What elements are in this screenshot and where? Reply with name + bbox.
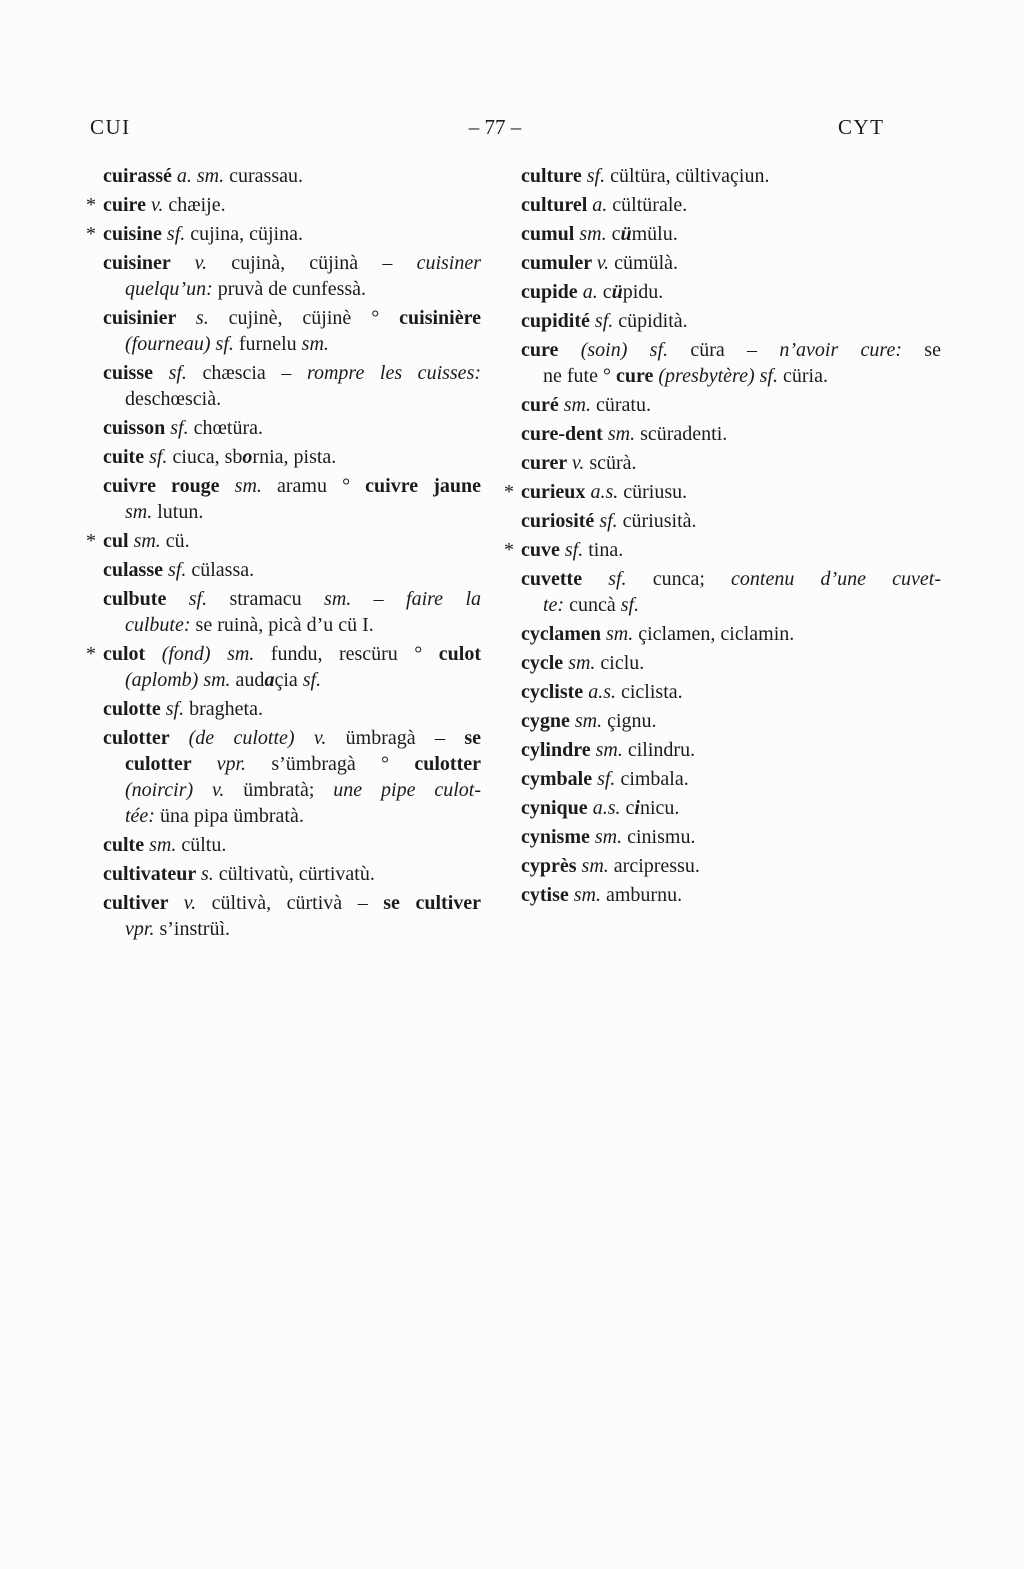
text-run: sm. xyxy=(149,834,177,856)
dictionary-entry xyxy=(103,305,481,357)
text-run: cültu. xyxy=(176,834,227,856)
text-run: sf. xyxy=(594,310,614,332)
text-run: sf. xyxy=(170,417,189,439)
text-run: cymbale xyxy=(521,768,598,790)
dictionary-entry xyxy=(521,737,941,763)
text-run: cultivateur xyxy=(103,863,201,885)
entry-line xyxy=(103,916,481,942)
guideword-right: CYT xyxy=(838,115,885,139)
text-run: cyclamen xyxy=(521,623,606,645)
text-run: a.s. xyxy=(592,797,621,819)
entry-line xyxy=(103,557,481,583)
entry-line xyxy=(103,832,481,858)
text-run: curieux xyxy=(521,481,591,503)
text-run: çignu. xyxy=(602,710,657,732)
text-run: sm. xyxy=(324,588,352,610)
dictionary-entry xyxy=(521,853,941,879)
text-run: sm. xyxy=(605,623,634,645)
dictionary-entry xyxy=(521,621,941,647)
text-run: cujina, cüjina. xyxy=(185,223,303,245)
text-run: culot xyxy=(103,643,162,665)
text-run: (fourneau) sf. xyxy=(125,333,234,355)
text-run: sm. xyxy=(301,333,329,355)
entry-line xyxy=(103,305,481,331)
text-run: sm. xyxy=(568,652,596,674)
text-run: cultiver xyxy=(103,892,184,914)
text-run: cynique xyxy=(521,797,593,819)
entry-line xyxy=(86,221,481,247)
text-run: sm. xyxy=(573,884,601,906)
text-run: cytise xyxy=(521,884,574,906)
text-run: sm. xyxy=(594,826,623,848)
dictionary-entry xyxy=(521,824,941,850)
entry-line xyxy=(103,612,481,638)
star-marker: * xyxy=(86,530,96,552)
text-run: lutun. xyxy=(152,501,204,523)
star-marker: * xyxy=(504,539,514,561)
text-run: sf. xyxy=(586,165,606,187)
text-run: culotter xyxy=(103,727,189,749)
dictionary-entry xyxy=(521,795,941,821)
dictionary-entry xyxy=(521,508,941,534)
text-run: cültüra, cültivaçiun. xyxy=(605,165,770,187)
text-run: (fond) sm. xyxy=(161,643,255,665)
entry-line xyxy=(521,421,941,447)
dictionary-entry xyxy=(521,392,941,418)
text-run: cumul xyxy=(521,223,580,245)
text-run: une pipe culot- xyxy=(333,779,482,801)
text-run: vpr. xyxy=(216,753,247,775)
star-marker: * xyxy=(86,643,96,665)
dictionary-entry xyxy=(103,360,481,412)
text-run: a.s. xyxy=(590,481,619,503)
text-run: culte xyxy=(103,834,150,856)
text-run: cuve xyxy=(521,539,565,561)
text-run: cuvette xyxy=(521,568,609,590)
text-run: scürà. xyxy=(584,452,637,474)
text-run: sf. xyxy=(302,669,322,691)
text-run: curer xyxy=(521,452,572,474)
entry-line xyxy=(86,528,481,554)
dictionary-entry xyxy=(521,221,941,247)
text-run: cycle xyxy=(521,652,569,674)
text-run: i xyxy=(634,797,640,819)
entry-line xyxy=(103,415,481,441)
text-run: pruvà de cunfessà. xyxy=(212,278,367,300)
column-left xyxy=(86,163,482,945)
dictionary-entry xyxy=(103,163,481,189)
text-run: sf. xyxy=(597,768,616,790)
text-run: a.s. xyxy=(588,681,616,703)
entry-line xyxy=(521,163,941,189)
text-run: cure-dent xyxy=(521,423,608,445)
text-run: aramu ° xyxy=(261,475,366,497)
text-run: sf. xyxy=(165,698,185,720)
entry-line xyxy=(521,508,941,534)
entry-line xyxy=(521,882,941,908)
text-run: (soin) sf. xyxy=(580,339,669,361)
text-run: culbute xyxy=(103,588,189,610)
dictionary-entry xyxy=(86,641,482,693)
text-run: cycliste xyxy=(521,681,589,703)
entry-line xyxy=(521,679,941,705)
entry-line xyxy=(504,479,941,505)
text-run: sm. xyxy=(125,501,153,523)
entry-line xyxy=(103,473,481,499)
text-run: cupide xyxy=(521,281,583,303)
text-run: v. xyxy=(194,252,208,274)
entry-line xyxy=(521,221,941,247)
dictionary-entry xyxy=(103,725,481,829)
text-run: sm. xyxy=(579,223,607,245)
text-run: sf. xyxy=(168,559,187,581)
text-run: cuivre rouge xyxy=(103,475,235,497)
dictionary-entry xyxy=(86,528,481,554)
text-run: sf. xyxy=(599,510,618,532)
entry-line xyxy=(103,250,481,276)
entry-line xyxy=(103,386,481,412)
text-run: cujinà, cüjinà – xyxy=(207,252,417,274)
text-run: chœtüra. xyxy=(188,417,264,439)
text-run: cuncà xyxy=(564,594,621,616)
text-run: sf. xyxy=(168,362,187,384)
text-run: sm. xyxy=(595,739,623,761)
text-run: v. xyxy=(596,252,610,274)
text-run: culot xyxy=(438,643,482,665)
text-run: sf. xyxy=(149,446,168,468)
text-run: cuisse xyxy=(103,362,169,384)
text-run: cyprès xyxy=(521,855,582,877)
text-run: furnelu xyxy=(233,333,302,355)
column-right xyxy=(504,163,942,911)
entry-line xyxy=(103,360,481,386)
text-run: faire la xyxy=(406,588,482,610)
text-run: cüratu. xyxy=(591,394,651,416)
guideword-left: CUI xyxy=(90,115,131,139)
entry-line xyxy=(521,708,941,734)
text-run: sm. xyxy=(581,855,609,877)
dictionary-entry xyxy=(86,192,481,218)
text-run: cul xyxy=(103,530,134,552)
text-run: cure xyxy=(615,365,659,387)
text-run: stramacu xyxy=(207,588,325,610)
dictionary-entry xyxy=(103,250,481,302)
dictionary-entry xyxy=(103,557,481,583)
entry-line xyxy=(521,392,941,418)
dictionary-entry xyxy=(103,696,481,722)
text-run: curiosité xyxy=(521,510,600,532)
dictionary-entry xyxy=(521,250,941,276)
text-run: sf. xyxy=(620,594,640,616)
dictionary-entry xyxy=(521,450,941,476)
text-run: cimbala. xyxy=(615,768,689,790)
text-run: se xyxy=(902,339,941,361)
entry-line xyxy=(103,444,481,470)
text-run: c xyxy=(597,281,612,303)
dictionary-entry xyxy=(103,832,481,858)
text-run: chæije. xyxy=(163,194,226,216)
text-run: üna pipa ümbratà. xyxy=(154,805,304,827)
text-run: scüradenti. xyxy=(635,423,728,445)
text-run: cilindru. xyxy=(622,739,696,761)
dictionary-entry xyxy=(504,537,941,563)
entry-line xyxy=(103,803,481,829)
text-run: cuisiner xyxy=(103,252,195,274)
text-run: curassau. xyxy=(224,165,303,187)
text-run: culotter xyxy=(125,753,217,775)
text-run: v. xyxy=(183,892,197,914)
text-run: cuisinière xyxy=(399,307,482,329)
dictionary-entry xyxy=(103,861,481,887)
entry-line xyxy=(521,337,941,363)
text-run: cüpidità. xyxy=(613,310,688,332)
text-run: cupidité xyxy=(521,310,595,332)
text-run: – xyxy=(351,588,407,610)
dictionary-entry xyxy=(521,882,941,908)
text-run: cygne xyxy=(521,710,575,732)
text-run: se cultiver xyxy=(383,892,481,914)
entry-line xyxy=(521,766,941,792)
dictionary-entry xyxy=(521,650,941,676)
entry-line xyxy=(521,795,941,821)
text-run: (presbytère) sf. xyxy=(658,365,778,387)
text-run: te: xyxy=(543,594,565,616)
text-run: cüriusità. xyxy=(617,510,697,532)
dictionary-entry xyxy=(103,444,481,470)
text-run: (noircir) v. xyxy=(125,779,225,801)
text-run: mülu. xyxy=(631,223,678,245)
text-run: sm. xyxy=(133,530,161,552)
text-run: a. xyxy=(582,281,598,303)
text-run: cü. xyxy=(160,530,190,552)
text-run: cuire xyxy=(103,194,151,216)
dictionary-entry xyxy=(521,163,941,189)
text-run: tée: xyxy=(125,805,155,827)
entry-line xyxy=(103,890,481,916)
dictionary-entry xyxy=(521,337,941,389)
entry-line xyxy=(103,751,481,777)
text-run: culbute: xyxy=(125,614,191,636)
entry-line xyxy=(86,641,482,667)
entry-line xyxy=(521,566,941,592)
text-run: cümülà. xyxy=(609,252,679,274)
text-run: ümbragà – xyxy=(326,727,465,749)
entry-line xyxy=(521,250,941,276)
entry-line xyxy=(103,276,481,302)
entry-line xyxy=(103,331,481,357)
text-run: aud xyxy=(230,669,265,691)
text-run: cültivatù, cürtivatù. xyxy=(213,863,375,885)
text-run: culotte xyxy=(103,698,166,720)
text-run: sf. xyxy=(608,568,627,590)
text-run: sm. xyxy=(234,475,262,497)
text-run: a. sm. xyxy=(176,165,225,187)
entry-line xyxy=(103,777,481,803)
dictionary-entry xyxy=(521,279,941,305)
entry-line xyxy=(521,737,941,763)
text-run: o xyxy=(242,446,253,468)
entry-line xyxy=(521,363,941,389)
dictionary-entry xyxy=(521,708,941,734)
entry-line xyxy=(521,279,941,305)
dictionary-entry xyxy=(103,890,481,942)
entry-line xyxy=(521,592,941,618)
text-run: curé xyxy=(521,394,564,416)
text-run: pidu. xyxy=(622,281,664,303)
text-run: sm. xyxy=(607,423,636,445)
text-run: c xyxy=(606,223,621,245)
text-run: cinismu. xyxy=(622,826,696,848)
entry-line xyxy=(103,861,481,887)
dictionary-entry xyxy=(521,566,941,618)
dictionary-entry xyxy=(521,421,941,447)
text-run: rompre les cuisses: xyxy=(306,362,482,384)
text-run: sm. xyxy=(574,710,603,732)
text-run: ciclista. xyxy=(615,681,683,703)
dictionary-entry xyxy=(103,415,481,441)
text-run: culturel xyxy=(521,194,593,216)
dictionary-entry xyxy=(103,473,481,525)
text-run: se ruinà, picà d’u cü I. xyxy=(190,614,374,636)
entry-line xyxy=(103,667,481,693)
text-run: cynisme xyxy=(521,826,595,848)
text-run: cuisinier xyxy=(103,307,196,329)
text-run: cüria. xyxy=(777,365,828,387)
dictionary-entry xyxy=(504,479,941,505)
text-run: s. xyxy=(200,863,214,885)
entry-line xyxy=(521,192,941,218)
text-run: cüra – xyxy=(668,339,780,361)
entry-line xyxy=(504,537,941,563)
dictionary-entry xyxy=(521,679,941,705)
text-run: sf. xyxy=(188,588,208,610)
text-run: ü xyxy=(611,281,623,303)
entry-line xyxy=(521,650,941,676)
text-run: cültürale. xyxy=(607,194,688,216)
text-run: sm. xyxy=(563,394,591,416)
text-run: cültivà, cürtivà – xyxy=(196,892,384,914)
text-run: cujinè, cüjinè ° xyxy=(208,307,400,329)
text-run: ü xyxy=(620,223,632,245)
star-marker: * xyxy=(86,194,96,216)
text-run: cuivre jaune xyxy=(365,475,482,497)
dictionary-entry xyxy=(103,586,481,638)
text-run: sf. xyxy=(564,539,584,561)
text-run: cuite xyxy=(103,446,150,468)
text-run: quelqu’un: xyxy=(125,278,213,300)
entry-line xyxy=(521,853,941,879)
text-run: cylindre xyxy=(521,739,596,761)
text-run: a. xyxy=(592,194,608,216)
text-run: v. xyxy=(150,194,164,216)
star-marker: * xyxy=(86,223,96,245)
entry-line xyxy=(103,725,481,751)
text-run: c xyxy=(620,797,635,819)
text-run: cüriusu. xyxy=(618,481,688,503)
text-run: cuirassé xyxy=(103,165,177,187)
text-run: deschœscià. xyxy=(125,388,222,410)
text-run: culotter xyxy=(414,753,481,775)
text-run: sf. xyxy=(166,223,186,245)
entry-line xyxy=(521,824,941,850)
dictionary-entry xyxy=(521,766,941,792)
star-marker: * xyxy=(504,481,514,503)
text-run: se xyxy=(464,727,481,749)
entry-line xyxy=(103,586,481,612)
text-run: ne fute ° xyxy=(543,365,616,387)
text-run: chæscia – xyxy=(186,362,307,384)
text-run: ciuca, sb xyxy=(167,446,243,468)
text-run: (de culotte) v. xyxy=(188,727,327,749)
text-run: s. xyxy=(195,307,209,329)
text-run: bragheta. xyxy=(184,698,263,720)
text-run: vpr. xyxy=(125,918,155,940)
text-run: cuisson xyxy=(103,417,171,439)
entry-line xyxy=(103,163,481,189)
text-run: s’ümbragà ° xyxy=(246,753,415,775)
text-run: cuisine xyxy=(103,223,167,245)
entry-line xyxy=(103,696,481,722)
entry-line xyxy=(521,621,941,647)
entry-line xyxy=(521,450,941,476)
text-run: cunca; xyxy=(626,568,732,590)
dictionary-entry xyxy=(521,192,941,218)
entry-line xyxy=(521,308,941,334)
text-run: rnia, pista. xyxy=(252,446,337,468)
text-run: çiclamen, ciclamin. xyxy=(633,623,795,645)
dictionary-entry xyxy=(86,221,481,247)
page-number: – 77 – xyxy=(468,115,522,139)
text-run: çia xyxy=(274,669,303,691)
dictionary-entry xyxy=(521,308,941,334)
text-run: culasse xyxy=(103,559,168,581)
text-run: arcipressu. xyxy=(608,855,700,877)
text-run: contenu d’une cuvet- xyxy=(731,568,942,590)
entry-line xyxy=(103,499,481,525)
text-run: fundu, rescüru ° xyxy=(254,643,439,665)
text-run: cure xyxy=(521,339,581,361)
text-run: amburnu. xyxy=(601,884,683,906)
text-run: a xyxy=(264,669,275,691)
text-run: cumuler xyxy=(521,252,597,274)
text-run: n’avoir cure: xyxy=(779,339,902,361)
text-run: culture xyxy=(521,165,587,187)
text-run: ciclu. xyxy=(595,652,645,674)
text-run: s’instrüì. xyxy=(154,918,231,940)
text-run: cuisiner xyxy=(416,252,482,274)
text-run: cülassa. xyxy=(186,559,255,581)
text-run: ümbratà; xyxy=(224,779,334,801)
text-run: tina. xyxy=(583,539,624,561)
text-run: (aplomb) sm. xyxy=(125,669,231,691)
text-run: v. xyxy=(571,452,585,474)
entry-line xyxy=(86,192,481,218)
text-run: nicu. xyxy=(639,797,680,819)
